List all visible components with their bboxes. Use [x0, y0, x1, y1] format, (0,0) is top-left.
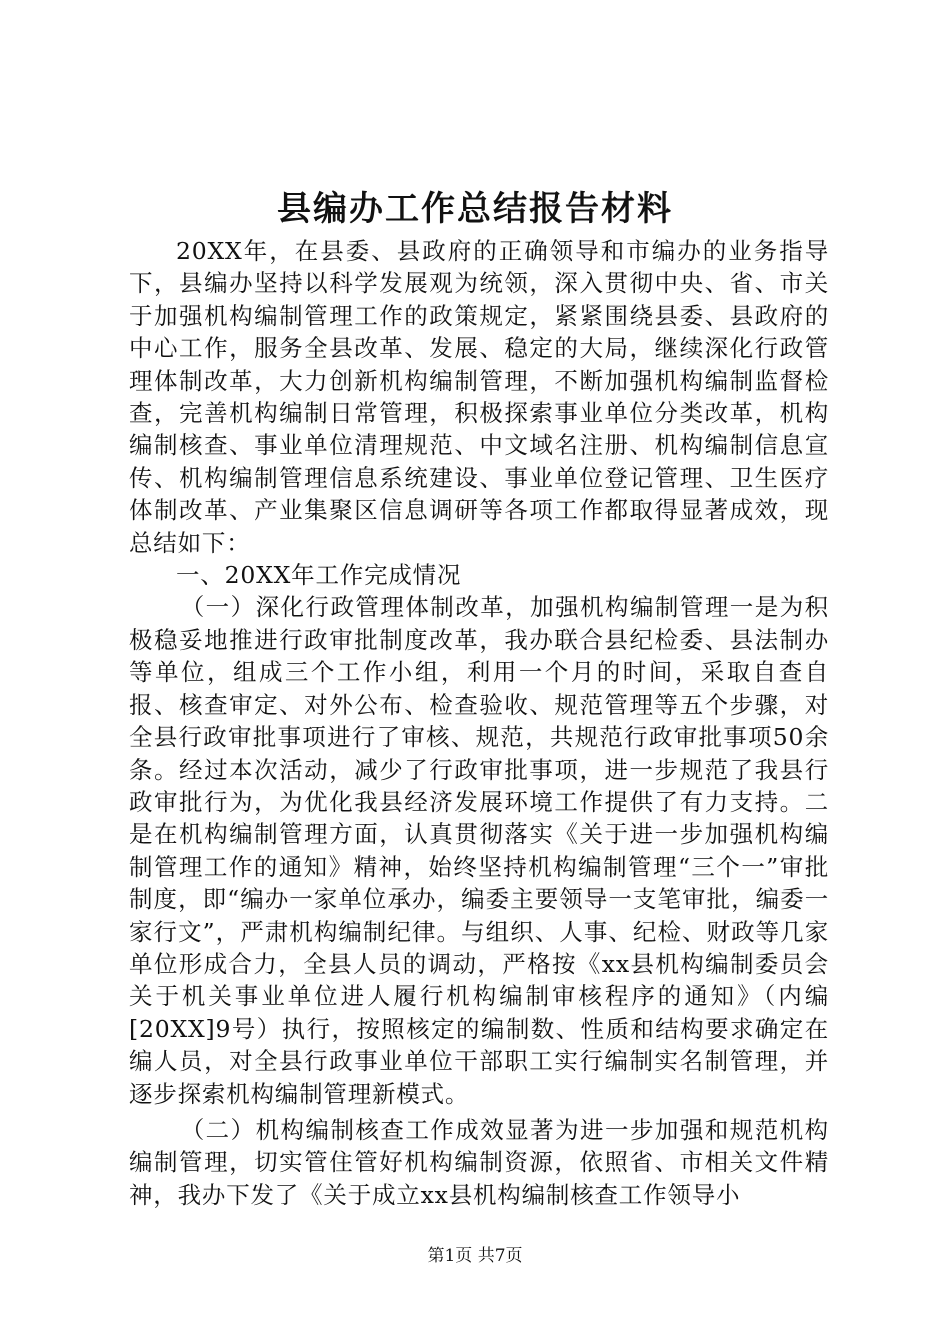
- subsection-paragraph-2: （二）机构编制核查工作成效显著为进一步加强和规范机构编制管理，切实管住管好机构编制资源，依照省、市相关文件精神，我办下发了《关于成立xx县机构编制核查工作领导小: [129, 1115, 829, 1209]
- page-number-footer: 第1页 共7页: [427, 1246, 523, 1266]
- document-body: [129, 235, 829, 1211]
- subsection-paragraph-1: （一）深化行政管理体制改革，加强机构编制管理一是为积极稳妥地推进行政审批制度改革，我办联合县纪检委、县法制办等单位，组成三个工作小组，利用一个月的时间，采取自查自报、核查审定、对外公布、检查验收、规范管理等五个步骤，对全县行政审批事项进行了审核、规范，共规范行政审批事项50余条。经过本次活动，减少了行政审批事项，进一步规范了我县行政审批行为，为优化我县经济发展环境工作提供了有力支持。二是在机构编制管理方面，认真贯彻落实《关于进一步加强机构编制管理工作的通知》精神，始终坚持机构编制管理“三个一”审批制度，即“编办一家单位承办，编委主要领导一支笔审批，编委一家行文”，严肃机构编制纪律。与组织、人事、纪检、财政等几家单位形成合力，全县人员的调动，严格按《xx县机构编制委员会关于机关事业单位进人履行机构编制审核程序的通知》（内编[20XX]9号）执行，按照核定的编制数、性质和结构要求确定在编人员，对全县行政事业单位干部职工实行编制实名制管理，并逐步探索机构编制管理新模式。: [129, 593, 829, 1108]
- section-heading: 一、20XX年工作完成情况: [176, 561, 462, 590]
- intro-paragraph: 20XX年，在县委、县政府的正确领导和市编办的业务指导下，县编办坚持以科学发展观为统领，深入贯彻中央、省、市关于加强机构编制管理工作的政策规定，紧紧围绕县委、县政府的中心工作，服务全县改革、发展、稳定的大局，继续深化行政管理体制改革，大力创新机构编制管理，不断加强机构编制监督检查，完善机构编制日常管理，积极探索事业单位分类改革，机构编制核查、事业单位清理规范、中文域名注册、机构编制信息宣传、机构编制管理信息系统建设、事业单位登记管理、卫生医疗体制改革、产业集聚区信息调研等各项工作都取得显著成效，现总结如下：: [129, 237, 829, 557]
- document-title: 县编办工作总结报告材料: [277, 189, 673, 229]
